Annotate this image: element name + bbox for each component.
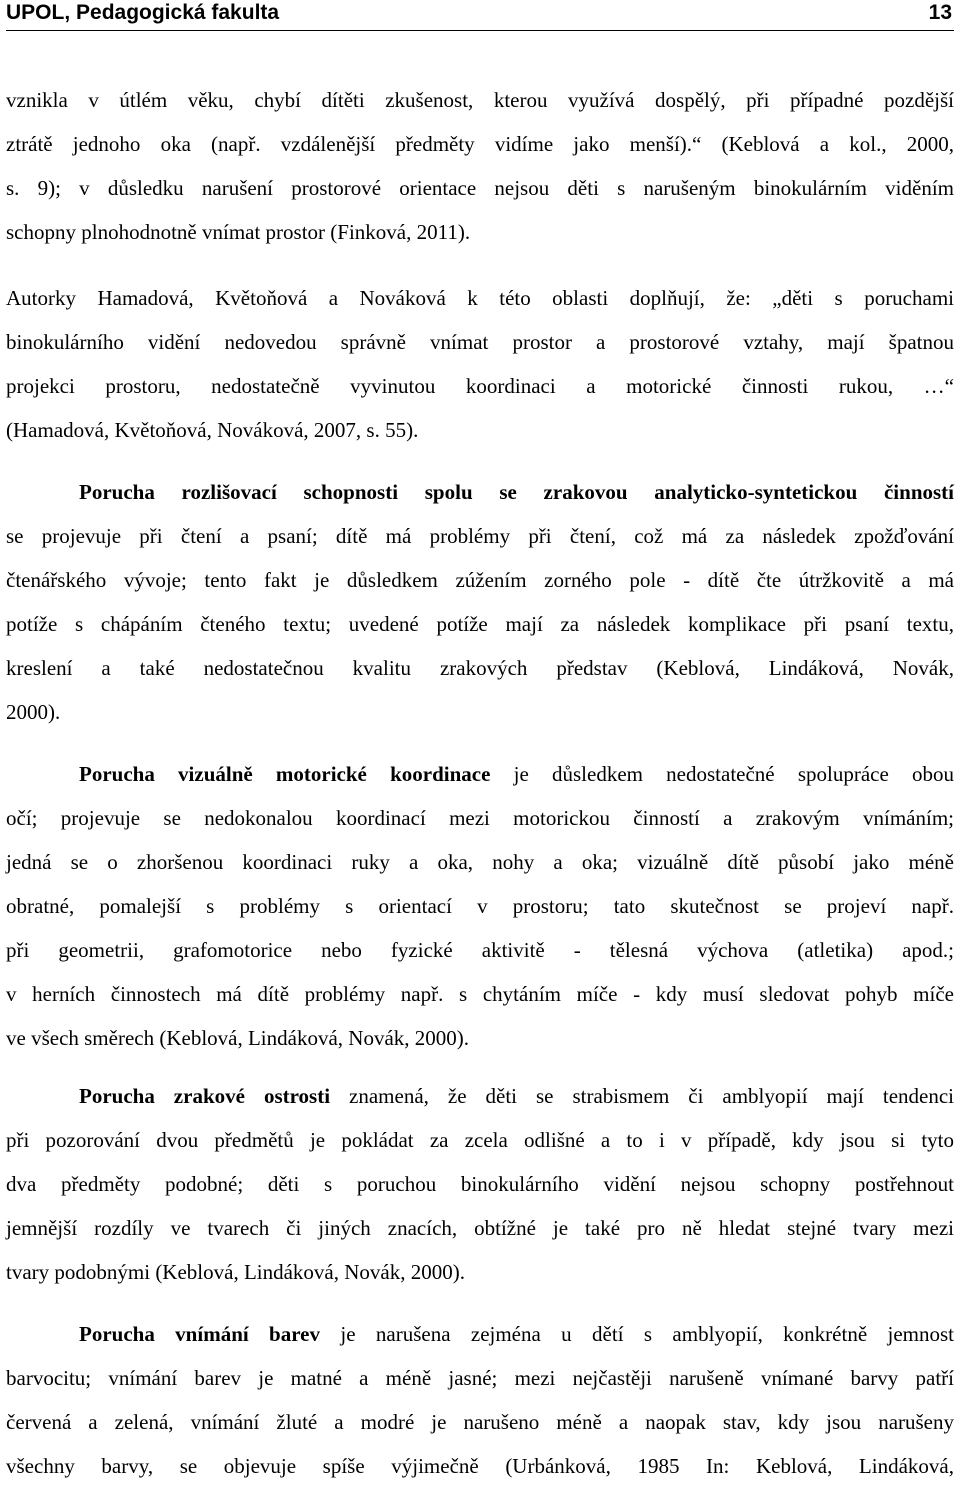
text-line: dva předměty podobné; děti s poruchou binokulárního vidění nejsou schopny postřehnout bbox=[6, 1172, 954, 1196]
text-line: Autorky Hamadová, Květoňová a Nováková k této oblasti doplňují, že: „děti s poruchami bbox=[6, 286, 954, 310]
text-line: v herních činnostech má dítě problémy např. s chytáním míče - kdy musí sledovat pohyb míče bbox=[6, 982, 954, 1006]
paragraph-6 bbox=[6, 1312, 954, 1488]
text-line: (Hamadová, Květoňová, Nováková, 2007, s. 55). bbox=[6, 418, 419, 442]
text-line bbox=[6, 1074, 954, 1118]
header-title: UPOL, Pedagogická fakulta bbox=[6, 1, 280, 24]
text-line bbox=[6, 470, 954, 514]
bold-term: Porucha zrakové ostrosti bbox=[79, 1084, 331, 1108]
bold-term: Porucha vnímání barev bbox=[79, 1322, 321, 1346]
text-line: červená a zelená, vnímání žluté a modré je narušeno méně a naopak stav, kdy jsou narušeny bbox=[6, 1410, 954, 1434]
text-line: očí; projevuje se nedokonalou koordinací mezi motorickou činností a zrakovým vnímáním; bbox=[6, 806, 954, 830]
text-line: se projevuje při čtení a psaní; dítě má problémy při čtení, což má za následek zpožďování bbox=[6, 524, 954, 548]
text-line: ve všech směrech (Keblová, Lindáková, Novák, 2000). bbox=[6, 1026, 470, 1050]
text-line: kreslení a také nedostatečnou kvalitu zrakových představ (Keblová, Lindáková, Novák, bbox=[6, 656, 954, 680]
text-line: obratné, pomalejší s problémy s orientací v prostoru; tato skutečnost se projeví např. bbox=[6, 894, 954, 918]
page-header bbox=[6, 0, 954, 31]
text-line: 2000). bbox=[6, 700, 61, 724]
text-line: jemnější rozdíly ve tvarech či jiných znacích, obtížné je také pro ně hledat stejné tvary mezi bbox=[6, 1216, 954, 1240]
bold-term: Porucha rozlišovací schopnosti spolu se zrakovou analyticko-syntetickou činností bbox=[79, 480, 954, 504]
text-line: jedná se o zhoršenou koordinaci ruky a oka, nohy a oka; vizuálně dítě působí jako méně bbox=[6, 850, 954, 874]
text-line: čtenářského vývoje; tento fakt je důsledkem zúžením zorného pole - dítě čte útržkovitě a má bbox=[6, 568, 954, 592]
text-line bbox=[6, 752, 954, 796]
text-line bbox=[6, 1312, 954, 1356]
text-line: s. 9); v důsledku narušení prostorové orientace nejsou děti s narušeným binokulárním viděním bbox=[6, 176, 954, 200]
paragraph-4 bbox=[6, 752, 954, 1060]
paragraph-1 bbox=[6, 78, 954, 254]
paragraph-2 bbox=[6, 276, 954, 452]
text-run: znamená, že děti se strabismem či amblyopií mají tendenci bbox=[330, 1084, 954, 1108]
text-line: binokulárního vidění nedovedou správně vnímat prostor a prostorové vztahy, mají špatnou bbox=[6, 330, 954, 354]
bold-term: Porucha vizuálně motorické koordinace bbox=[79, 762, 491, 786]
paragraph-3 bbox=[6, 470, 954, 734]
text-line: při geometrii, grafomotorice nebo fyzické aktivitě - tělesná výchova (atletika) apod.; bbox=[6, 938, 954, 962]
text-line: projekci prostoru, nedostatečně vyvinutou koordinaci a motorické činnosti rukou, …“ bbox=[6, 374, 954, 398]
text-line: všechny barvy, se objevuje spíše výjimečně (Urbánková, 1985 In: Keblová, Lindáková, bbox=[6, 1454, 954, 1478]
text-line: barvocitu; vnímání barev je matné a méně jasné; mezi nejčastěji narušeně vnímané barvy patří bbox=[6, 1366, 954, 1390]
text-line: ztrátě jednoho oka (např. vzdálenější předměty vidíme jako menší).“ (Keblová a kol., 2000, bbox=[6, 132, 954, 156]
text-run: je narušena zejména u dětí s amblyopií, konkrétně jemnost bbox=[320, 1322, 954, 1346]
page-number: 13 bbox=[928, 1, 952, 24]
text-line: vznikla v útlém věku, chybí dítěti zkušenost, kterou využívá dospělý, při případné pozdější bbox=[6, 88, 954, 112]
text-line: schopny plnohodnotně vnímat prostor (Finková, 2011). bbox=[6, 220, 471, 244]
text-line: potíže s chápáním čteného textu; uvedené potíže mají za následek komplikace při psaní textu, bbox=[6, 612, 954, 636]
text-line: tvary podobnými (Keblová, Lindáková, Novák, 2000). bbox=[6, 1260, 465, 1284]
text-line: při pozorování dvou předmětů je pokládat za zcela odlišné a to i v případě, kdy jsou si tyto bbox=[6, 1128, 954, 1152]
paragraph-5 bbox=[6, 1074, 954, 1294]
text-run: je důsledkem nedostatečné spolupráce obou bbox=[490, 762, 955, 786]
